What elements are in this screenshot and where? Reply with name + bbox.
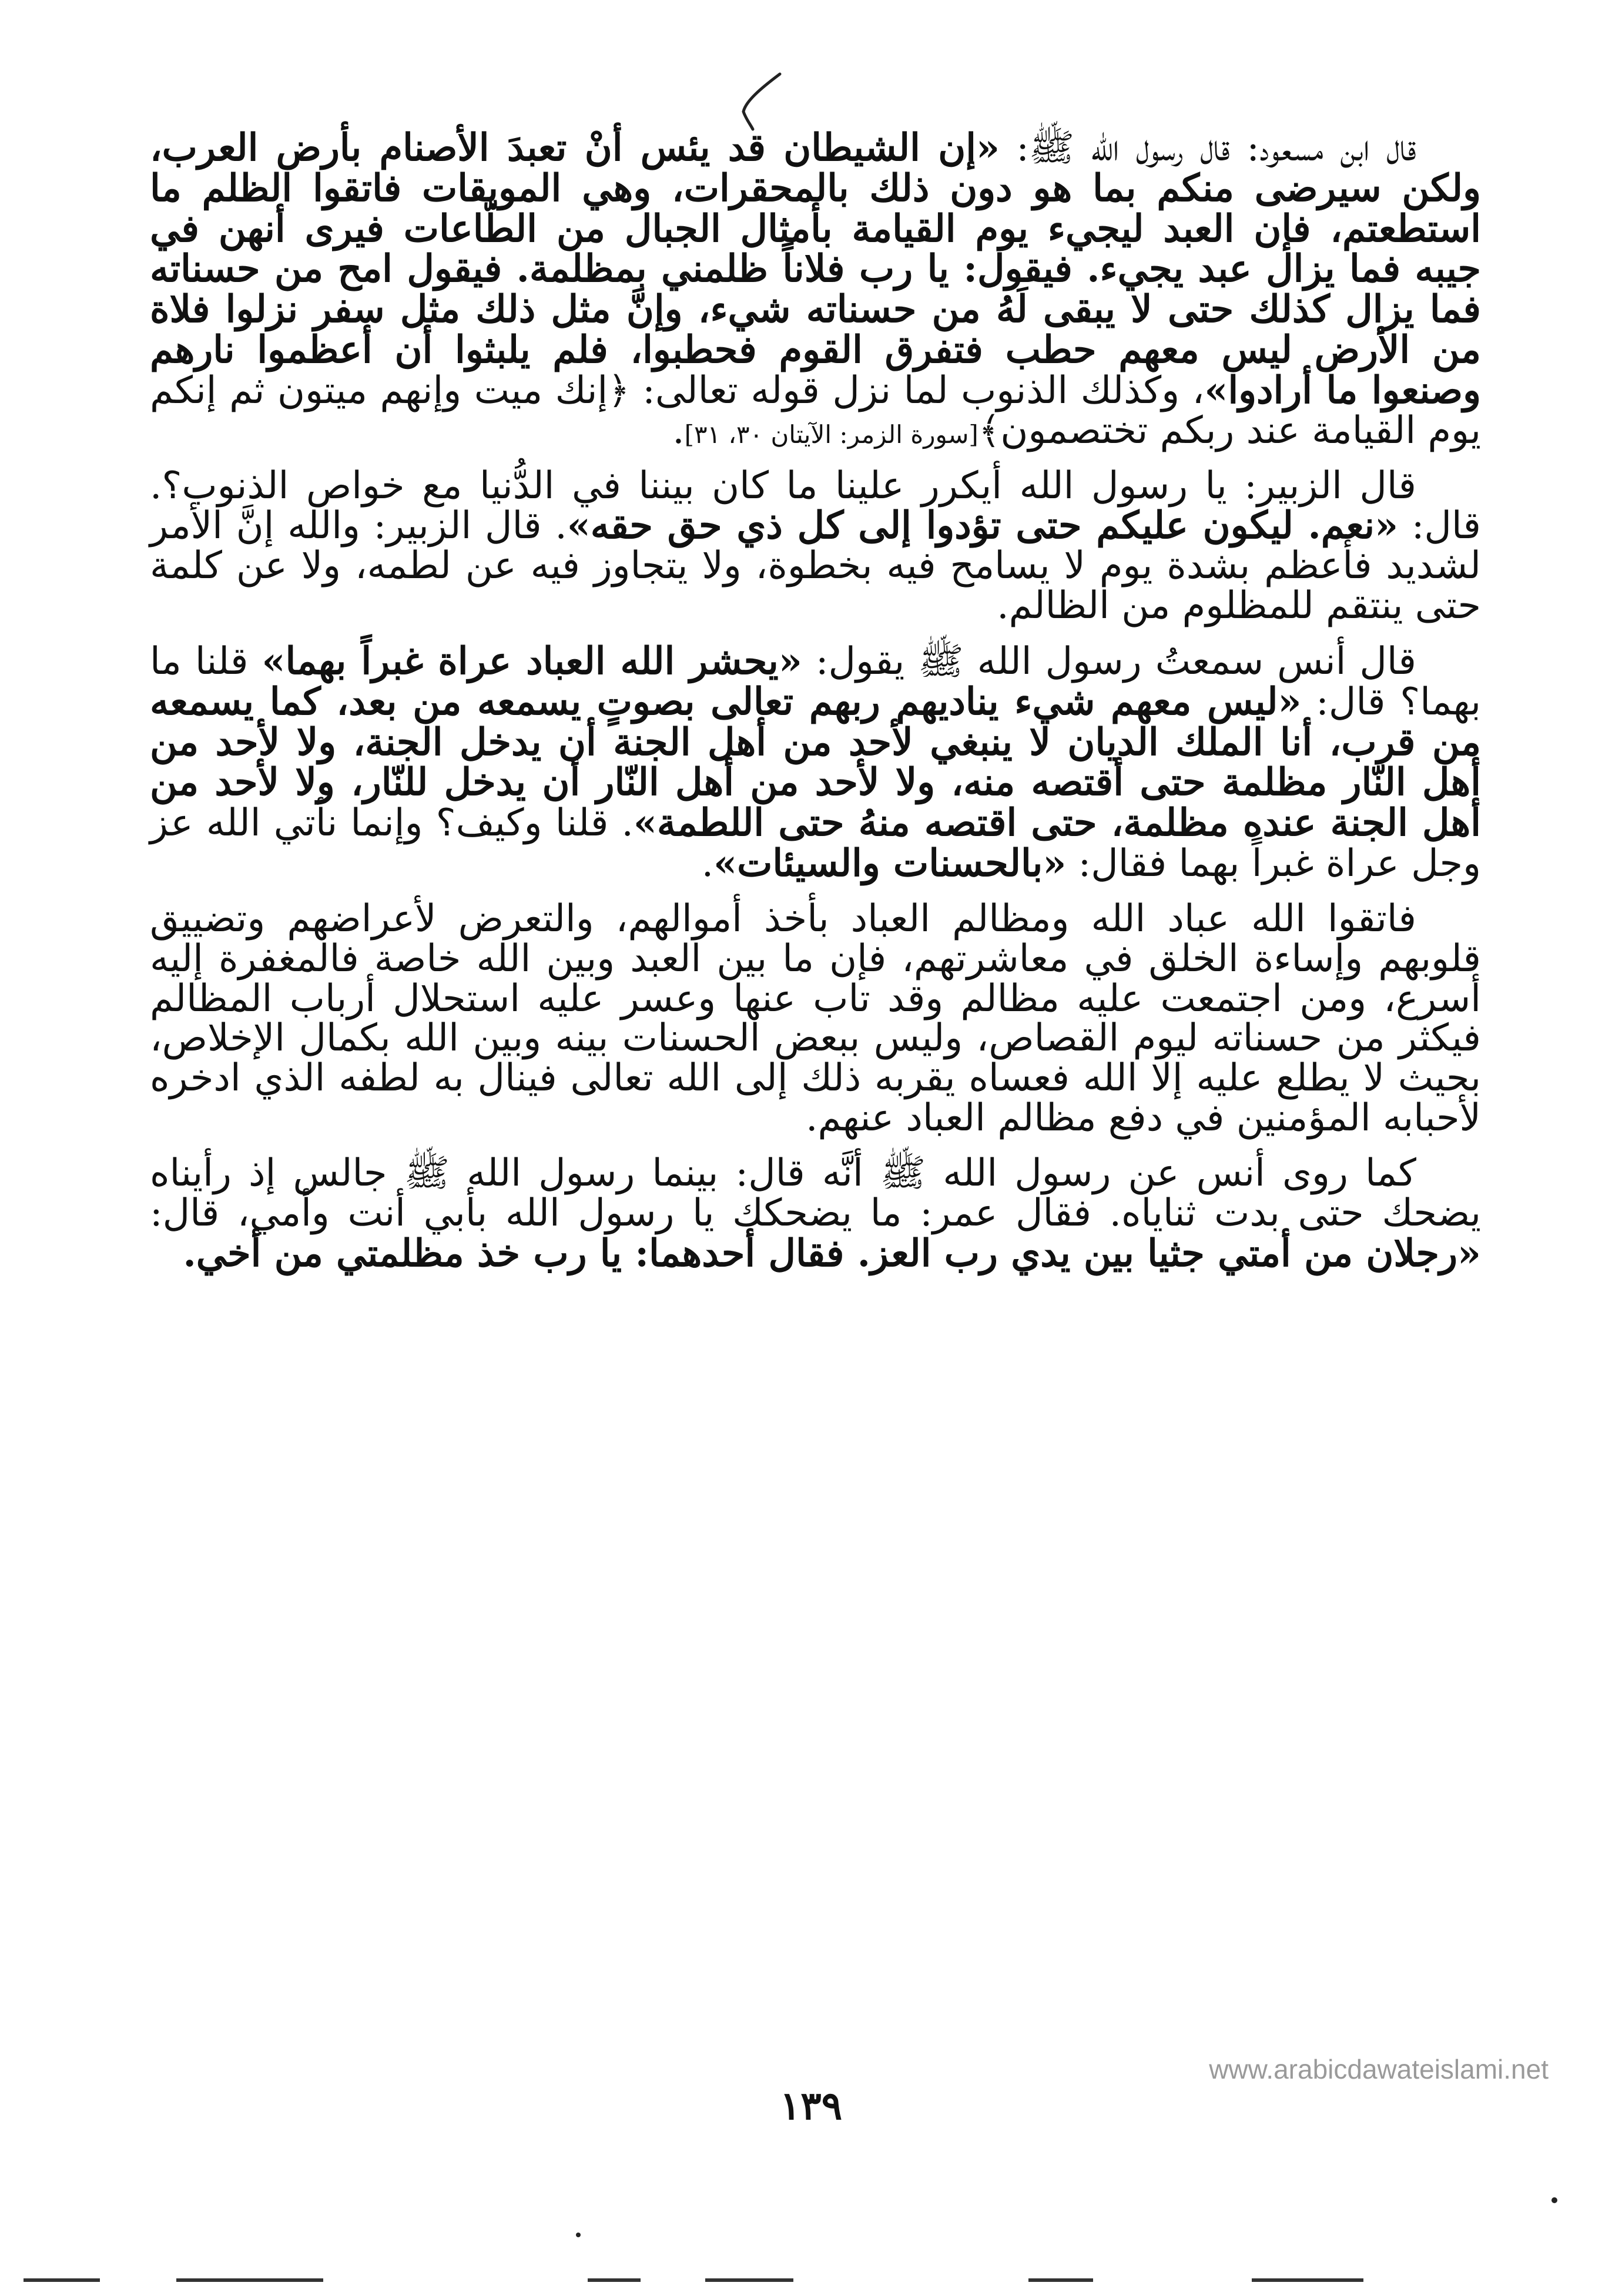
hadith-quote: «بالحسنات والسيئات»	[713, 841, 1067, 886]
paragraph-p5	[150, 1151, 1481, 1275]
narration-text: كما روى أنس عن رسول الله ﷺ أنَّه قال: بينما رسول الله ﷺ جالس إذ رأيناه يضحك حتى بدت ثناياه. فقال عمر: ما يضحكك يا رسول الله بأبي أنت وأمي، قال:	[150, 1151, 1481, 1235]
hadith-quote: «إن الشيطان قد يئس أنْ تعبدَ الأصنام بأرض العرب، ولكن سيرضى منكم بما هو دون ذلك بالمحقرات، وهي الموبقات فاتقوا الظلم ما استطعتم، فإن العبد ليجيء يوم القيامة بأمثال الجبال من الطّاعات فيرى أنهن في جيبه فما يزال عبد يجيء. فيقول: يا رب فلاناً ظلمني بمظلمة. فيقول امح من حسناته فما يزال كذلك حتى لا يبقى لَهُ من حسناته شيء، وإنَّ مثل ذلك مثل سفر نزلوا فلاة من الأرض ليس معهم حطب فتفرق القوم فحطبوا، فلم يلبثوا أن أعظموا نارهم وصنعوا ما أرادوا»	[150, 126, 1482, 412]
narration-text: فاتقوا الله عباد الله ومظالم العباد بأخذ أموالهم، والتعرض لأعراضهم وتضييق قلوبهم وإساءة الخلق في معاشرتهم، فإن ما بين العبد وبين الله خاصة فالمغفرة إليه أسرع، ومن اجتمعت عليه مظالم وقد تاب عنها وعسر عليه استحلال أرباب المظالم فيكثر من حسناته ليوم القصاص، وليس ببعض الحسنات بينه وبين الله بكمال الإخلاص، بحيث لا يطلع عليه إلا الله فعساه يقربه ذلك إلى الله تعالى فينال به لطفه الذي ادخره لأحبابه المؤمنين في دفع مظالم العباد عنهم.	[150, 897, 1482, 1140]
paragraph-p1	[150, 128, 1481, 451]
page-number: ١٣٩	[779, 2083, 843, 2129]
hadith-quote: «رجلان من أمتي جثيا بين يدي رب العز. فقال أحدهما: يا رب خذ مظلمتي من أخي.	[183, 1231, 1481, 1275]
narration-text: قال ابن مسعود: قال رسول الله ﷺ:	[1000, 126, 1417, 170]
scan-edge-line	[176, 2278, 323, 2282]
scan-edge-line	[705, 2278, 793, 2282]
paragraph-p4	[150, 899, 1481, 1139]
hadith-quote: «يحشر الله العباد عراة غبراً بهما»	[262, 639, 802, 683]
hadith-quote: «ليس معهم شيء يناديهم ربهم تعالى بصوتٍ يسمعه من بعد، كما يسمعه من قرب، أنا الملك الديان لا ينبغي لأحد من أهل الجنة أن يدخل الجنة، ولا لأحد من أهل النّار مظلمة حتى أقتصه منه، ولا لأحد من أهل النّار أن يدخل للنّار، ولا لأحد من أهل الجنة عنده مظلمة، حتى اقتصه منهُ حتى اللطمة»	[150, 679, 1482, 845]
narration-text: قال الزبير: يا رسول الله أيكرر علينا ما كان بيننا في الدُّنيا مع خواص الذنوب؟. قال:	[150, 464, 1482, 548]
paragraph-p2	[150, 466, 1481, 626]
narration-text: قال أنس سمعتُ رسول الله ﷺ يقول:	[802, 639, 1417, 683]
narration-text: . قلنا وكيف؟ وإنما نأتي الله عز وجل عراة غبراً بهما فقال:	[150, 801, 1481, 886]
website-watermark: www.arabicdawateislami.net	[1209, 2054, 1549, 2084]
narration-text: .	[701, 842, 714, 886]
scan-edge-line	[588, 2278, 641, 2282]
scan-speck	[576, 2233, 581, 2237]
quran-citation: [سورة الزمر: الآيتان ٣٠، ٣١]	[684, 419, 978, 449]
article-body	[150, 128, 1481, 1289]
hadith-quote: «نعم. ليكون عليكم حتى تؤدوا إلى كل ذي حق حقه»	[567, 503, 1399, 548]
scan-edge-line	[1252, 2278, 1363, 2282]
scan-edge-line	[24, 2278, 100, 2282]
paragraph-p3	[150, 639, 1482, 886]
scan-speck	[1551, 2197, 1557, 2203]
narration-text: .	[672, 408, 685, 452]
scan-edge-line	[1028, 2278, 1093, 2282]
narration-text: ، وكذلك الذنوب لما نزل قوله تعالى: ﴿إنك ميت وإنهم ميتون ثم إنكم يوم القيامة عند ربكم تختصمون﴾	[150, 368, 1481, 452]
narration-text: قلنا ما بهما؟ قال:	[150, 639, 1482, 724]
narration-text: . قال الزبير: والله إنَّ الأمر لشديد فأعظم بشدة يوم لا يسامح فيه بخطوة، ولا يتجاوز فيه عن لطمه، ولا عن كلمة حتى ينتقم للمظلوم من الظالم.	[150, 504, 1481, 628]
